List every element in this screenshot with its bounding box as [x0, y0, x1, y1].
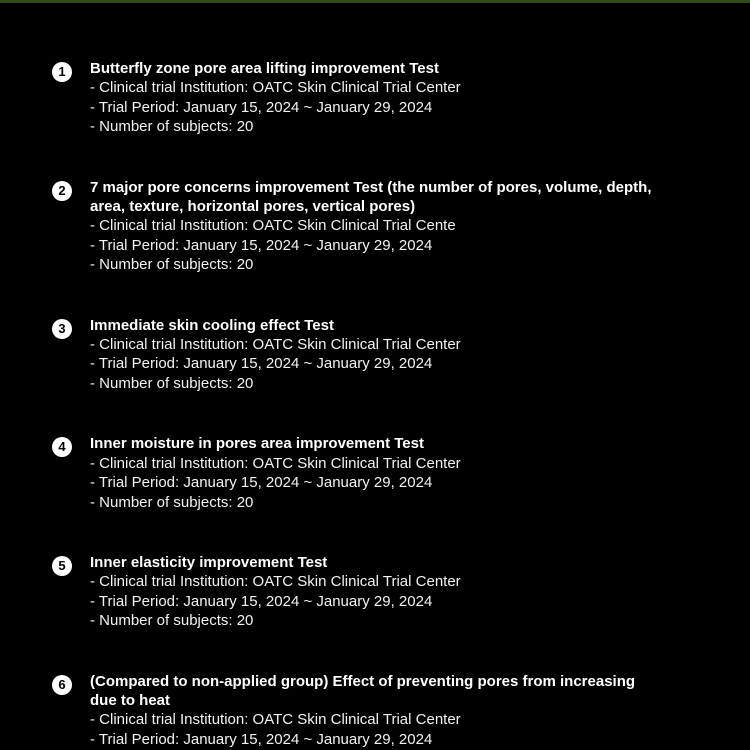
- subject-count: - Number of subjects: 20: [90, 256, 254, 274]
- trial-institution: - Clinical trial Institution: OATC Skin Clinical Trial Center: [90, 79, 461, 97]
- test-title-continued: area, texture, horizontal pores, vertical pores): [90, 198, 416, 216]
- top-accent-strip: [0, 0, 750, 3]
- test-title: Butterfly zone pore area lifting improvement Test: [90, 60, 439, 77]
- test-item-4: [0, 434, 750, 512]
- number-badge: 4: [52, 437, 72, 457]
- trial-institution: - Clinical trial Institution: OATC Skin Clinical Trial Cente: [90, 217, 456, 235]
- subject-count: - Number of subjects: 20: [90, 612, 254, 630]
- trial-period: - Trial Period: January 15, 2024 ~ January 29, 2024: [90, 355, 433, 373]
- trial-institution: - Clinical trial Institution: OATC Skin Clinical Trial Center: [90, 573, 461, 591]
- test-title: (Compared to non-applied group) Effect of preventing pores from increasing: [90, 672, 636, 690]
- trial-period: - Trial Period: January 15, 2024 ~ January 29, 2024: [90, 98, 433, 116]
- trial-institution: - Clinical trial Institution: OATC Skin Clinical Trial Center: [90, 711, 461, 729]
- number-badge: 2: [52, 181, 72, 201]
- test-item-1: [0, 59, 750, 137]
- trial-period: - Trial Period: January 15, 2024 ~ January 29, 2024: [90, 236, 433, 254]
- test-item-3: [0, 316, 750, 394]
- clinical-test-list: [0, 59, 750, 749]
- test-item-5: [0, 553, 750, 631]
- test-title: 7 major pore concerns improvement Test (the number of pores, volume, depth,: [90, 178, 652, 196]
- subject-count: - Number of subjects: 20: [90, 118, 254, 136]
- trial-period: - Trial Period: January 15, 2024 ~ January 29, 2024: [90, 730, 433, 748]
- test-title: Inner elasticity improvement Test: [90, 553, 328, 571]
- trial-institution: - Clinical trial Institution: OATC Skin Clinical Trial Center: [90, 336, 461, 354]
- number-badge: 5: [52, 556, 72, 576]
- trial-period: - Trial Period: January 15, 2024 ~ January 29, 2024: [90, 592, 433, 610]
- subject-count: - Number of subjects: 20: [90, 493, 254, 511]
- test-item-6: [0, 672, 750, 750]
- test-item-2: [0, 178, 750, 275]
- number-badge: 1: [52, 62, 72, 82]
- number-badge: 3: [52, 319, 72, 339]
- test-title: Inner moisture in pores area improvement Test: [90, 435, 424, 453]
- test-title: Immediate skin cooling effect Test: [90, 316, 334, 334]
- subject-count: - Number of subjects: 20: [90, 374, 254, 392]
- number-badge: 6: [52, 675, 72, 695]
- trial-institution: - Clinical trial Institution: OATC Skin Clinical Trial Center: [90, 454, 461, 472]
- trial-period: - Trial Period: January 15, 2024 ~ January 29, 2024: [90, 474, 433, 492]
- test-title-continued: due to heat: [90, 691, 171, 709]
